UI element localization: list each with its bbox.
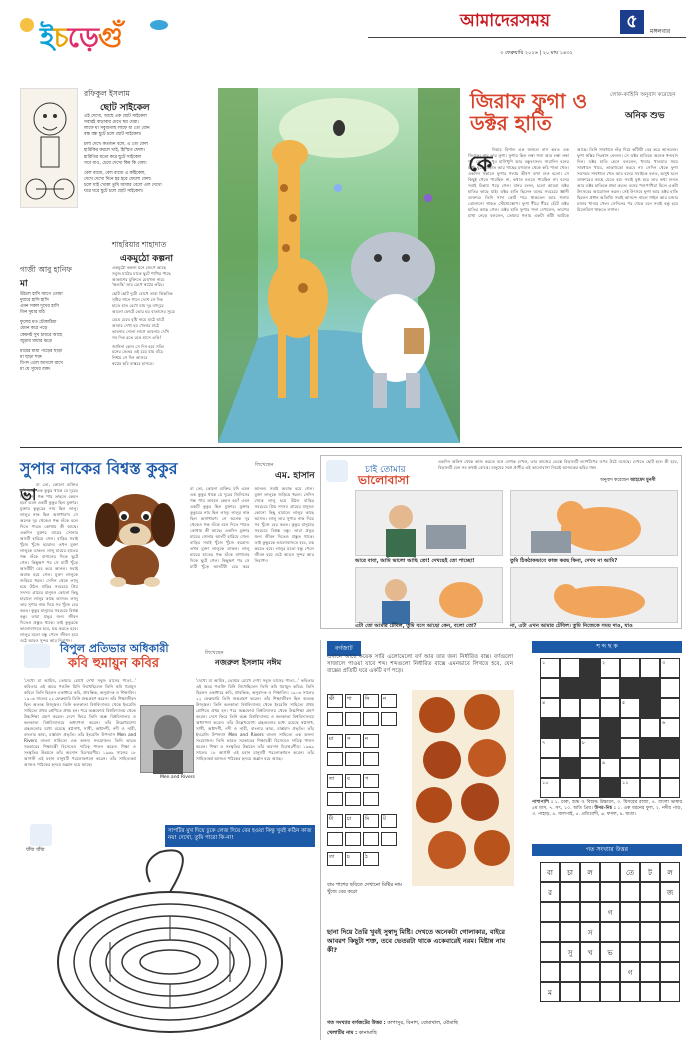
clue-label: পাশাপাশি : [532,800,553,805]
comic-panel-4 [510,567,678,623]
crossword-answer-cell [540,962,560,982]
crossword-cell[interactable] [620,758,640,778]
crossword-cell [640,678,660,698]
answer-cell[interactable] [345,752,361,766]
logo-letter: চ [53,21,68,54]
crossword-answer-cell [660,902,680,922]
crossword-cell[interactable] [620,658,640,678]
story1-byline-name: অনিক শুভ [625,111,665,121]
crossword-cell[interactable] [580,778,600,798]
crossword-label: শ ব্দ ছ ক [532,641,682,653]
crossword-cell[interactable]: ৭ [540,738,560,758]
crossword-cell[interactable] [660,778,680,798]
maze-label: ধাঁধা ধাঁধা [26,847,45,853]
answer-cell[interactable] [363,712,379,726]
letter-cell[interactable]: শা [345,694,361,708]
answer-cell[interactable] [363,832,379,846]
crossword-answer-cell [600,962,620,982]
crossword-cell[interactable]: ১০ [540,778,560,798]
crossword-answer-cell [620,922,640,942]
poem-line: মনের ভেতর এই রয়ে যায় বাঁচে [112,349,164,355]
crossword-cell[interactable]: ৯ [600,758,620,778]
crossword-answer-cell [600,862,620,882]
crossword-cell [640,738,660,758]
poem2-body [20,292,120,373]
story1-drop-cap: কে [468,152,493,177]
letter-cell[interactable]: প [363,774,379,788]
crossword-grid[interactable] [540,658,680,798]
crossword-answer-cell [580,982,600,1002]
comic-panel-2 [510,490,678,556]
poem-line: সবে যাও, চেয়ে দেখো কিম কি বেল। [84,160,147,166]
poem3-body [112,265,216,367]
sweets-photo-caption: বাম পাশের ছবিতে দেখানো মিষ্টির নাম খুঁজে বের করো [327,882,402,895]
logo-letter: ড় [67,21,98,54]
word-puzzle-instruction: এখানে আছে কয়েক সারি এলোমেলো বর্ণ আর তার জন্য নির্ধারিত বাক্স। বর্ণগুলো সাজালে পাওয়া যাবে শব্দ। শব্দগুলো নির্ধারিত বাক্সে এমনভাবে লিখতে হবে, যেন বাক্সের প্রতিটি ঘরে একটি বর্ণ পড়ে। [327,654,513,674]
logo-letter: গ [97,21,122,54]
crossword-cell[interactable] [580,718,600,738]
crossword-answer-cell [560,962,580,982]
crossword-cell[interactable] [640,758,660,778]
comic-caption-2: তুমি ঠিকঠাকভাবে কাজ করছ কিনা, দেখব না আমি? [510,558,618,564]
crossword-answer-cell [620,982,640,1002]
comic-title-bottom: ভালোবাসা [358,473,410,487]
crossword-answer-cell [660,962,680,982]
poem-line: সব দিক রঙে রঙে হাসে একি! [112,334,162,340]
poem-line: মেঘে মেঘে বৃষ্টি নামে মাঠে ঘাটে [112,317,165,323]
snake-maze[interactable] [50,832,320,1040]
article-body-col1: 'দেখো মা আমিষ, তোমার চোখে দেখা সবুজ ঘাসের পাতা...' কবিতার এই অমর পঙক্তি যিনি লিখেছিলেন তিনি কবি হুমায়ুন কবির। তিনি ছিলেন একাধারে কবি, প্রাবন্ধিক, অনুবাদক ও শিক্ষাবিদ। ১৯০৬ সালের ২২ ফেব্রুয়ারি তিনি জন্মগ্রহণ করেন। তাঁর শিক্ষাজীবন ছিল অত্যন্ত উজ্জ্বল। তিনি কলকাতা বিশ্ববিদ্যালয় থেকে ইংরেজি সাহিত্যে প্রথম শ্রেণিতে প্রথম হন। পরে অক্সফোর্ড বিশ্ববিদ্যালয় থেকে উচ্চশিক্ষা গ্রহণ করেন। দেশে ফিরে তিনি অন্ধ্র বিশ্ববিদ্যালয় ও কলকাতা বিশ্ববিদ্যালয়ে অধ্যাপনা করেন। তাঁর উল্লেখযোগ্য গ্রন্থগুলোর মধ্যে রয়েছে স্বপ্নসাধ, সাথী, অষ্টাদশী, নদী ও নারী, বাংলার কাব্য, মার্ক্সবাদ প্রভৃতি। তাঁর ইংরেজি উপন্যাস Men and Rivers বাংলা সাহিত্যে এক অনন্য সংযোজন। তিনি ভারত সরকারের শিক্ষামন্ত্রী হিসেবেও দায়িত্ব পালন করেন। শিক্ষা ও সংস্কৃতির উন্নয়নে তাঁর অবদান চিরস্মরণীয়। ১৯৬৯ সালের ১৮ আগস্ট এই মহান মানুষটি পরলোকগমন করেন। তাঁর সাহিত্যকর্ম আজও পাঠকের হৃদয়ে অম্লান হয়ে আছে। [24,678,136,767]
crossword-cell[interactable] [600,698,620,718]
poem-line: চলা দেখে কতজন বলে, এ তো ফেল [84,142,148,148]
credit-name: আহমেদ মুনসী [630,478,656,483]
poem-line: আলো ফোটে ভোর হয় বাতাসের সুরে। [112,308,176,314]
crossword-cell[interactable] [580,698,600,718]
crossword-clues [532,800,682,838]
crossword-answer-cell [620,942,640,962]
poem-line: দেখে দেখো দিনে হর হরে ফেলো ফেল। [84,176,152,182]
story2-title: সুপার নাকের বিশ্বস্ত কুকুর [20,459,178,478]
crossword-answer-cell: স [580,922,600,942]
letter-cell[interactable]: তা [327,852,343,866]
crossword-answer-cell: খ [580,942,600,962]
story2-byline-label: লিখেছেন [255,462,274,468]
crossword-answer-title: গত সংখ্যার উত্তর [532,844,682,856]
answer-cell[interactable] [327,752,343,766]
letter-cell[interactable]: ব [345,774,361,788]
answer-cell[interactable] [363,752,379,766]
credit-label: অনুবাদ করেছেন [600,478,629,483]
poem-line: ভাবনার দোলা লাগে ভাবনায় দেখি [112,328,169,334]
crossword-cell [600,778,620,798]
puzzle-icon [30,824,52,846]
crossword-answer-cell [660,982,680,1002]
poem2-author: গাজী আবু হানিফ [20,265,72,274]
crossword-answer-cell [580,962,600,982]
clue-label: উপর-নিচ : [594,806,616,812]
crossword-cell[interactable] [640,658,660,678]
crossword-answer-cell [600,922,620,942]
crossword-cell[interactable] [580,758,600,778]
poem-line: মায়ের মায়া পাড়ের ছাড়া [20,348,63,354]
answer-cell[interactable] [345,832,361,846]
clue-text: ১. চারু, শুদ্ধ ও বিশুদ্ধ উচ্চারণ, ৩. মিসরের রাজা, ৪. বাংলা ভাষার ৫ম মাস, ৭. সৎ, ১০. অতি প্রিয়। [532,800,682,812]
crossword-answer-cell [620,902,640,922]
cat-icon [326,460,348,482]
poem-line: হাতে হাত রেখে যায় দূর বহুদূরে [112,302,164,308]
poem-line: চলে যাই খোকা তুমি আবার বেলে এল দেখো [84,182,162,188]
crossword-answer-grid [540,862,680,1002]
crossword-cell[interactable]: ৩ [660,658,680,678]
comic-intro: একদিন অফিস থেকে কাজ করতে বসে লেখক দেখল, তার কাজের ডেস্কে বিড়ালটি ল্যাপটপের ওপর উঠে বসেছে। দেখতে ছোট হলে কী হবে, বিড়ালটি যেন সব কথাই বোঝে। মানুষের সঙ্গে প্রাণীর এই ভালোবাসা নিয়েই আজকের ছবির গল্প। [438,459,678,470]
article-section-icon [24,644,50,668]
brand-name: আমাদেরসময় [460,11,550,31]
article-body-col2: 'দেখো মা আমিষ, তোমার চোখে দেখা সবুজ ঘাসের পাতা...' কবিতার এই অমর পঙক্তি যিনি লিখেছিলেন তিনি কবি হুমায়ুন কবির। তিনি ছিলেন একাধারে কবি, প্রাবন্ধিক, অনুবাদক ও শিক্ষাবিদ। ১৯০৬ সালের ২২ ফেব্রুয়ারি তিনি জন্মগ্রহণ করেন। তাঁর শিক্ষাজীবন ছিল অত্যন্ত উজ্জ্বল। তিনি কলকাতা বিশ্ববিদ্যালয় থেকে ইংরেজি সাহিত্যে প্রথম শ্রেণিতে প্রথম হন। পরে অক্সফোর্ড বিশ্ববিদ্যালয় থেকে উচ্চশিক্ষা গ্রহণ করেন। দেশে ফিরে তিনি অন্ধ্র বিশ্ববিদ্যালয় ও কলকাতা বিশ্ববিদ্যালয়ে অধ্যাপনা করেন। তাঁর উল্লেখযোগ্য গ্রন্থগুলোর মধ্যে রয়েছে স্বপ্নসাধ, সাথী, অষ্টাদশী, নদী ও নারী, বাংলার কাব্য, মার্ক্সবাদ প্রভৃতি। তাঁর ইংরেজি উপন্যাস Men and Rivers বাংলা সাহিত্যে এক অনন্য সংযোজন। তিনি ভারত সরকারের শিক্ষামন্ত্রী হিসেবেও দায়িত্ব পালন করেন। শিক্ষা ও সংস্কৃতির উন্নয়নে তাঁর অবদান চিরস্মরণীয়। ১৯৬৯ সালের ১৮ আগস্ট এই মহান মানুষটি পরলোকগমন করেন। তাঁর সাহিত্যকর্ম আজও পাঠকের হৃদয়ে অম্লান হয়ে আছে। [196,678,314,761]
giraffe-elephant-illustration [218,88,460,443]
crossword-cell [560,678,580,698]
crossword-answer-cell [640,942,660,962]
poem-line: সবারই বাড়াবার মেথে ছয় ঘেরা। [84,120,139,126]
dog-illustration [80,480,190,590]
hint-label: খেলাটির নাম : [327,1030,358,1036]
letter-cell[interactable]: চ [345,852,361,866]
answer-cell[interactable] [345,712,361,726]
poem-line: সৃষ্টির গানে গানে দেখে সে দিক [112,296,163,302]
letter-cell[interactable]: মি [363,814,379,828]
weekday: মঙ্গলবার [650,28,671,35]
riddle: ছানা দিয়ে তৈরি খুবই সুস্বাদু মিষ্টি। দেখতে অনেকটা গোলাকার, বাইরে আবরণ কিছুটা শক্ত, তবে ভেতরটা থাকে একেবারেই নরম। মিষ্টান্ন নাম কী? [327,928,506,954]
crossword-answer-cell: ল [660,862,680,882]
letter-cell[interactable]: ন [363,734,379,748]
poem-line: জানিনা কোন সে দিন হবে সত্যি [112,343,165,349]
poem-line: তিন দুয়ার ধরি [20,310,45,316]
letter-cell[interactable]: চা [345,814,361,828]
letter-cell[interactable]: ন [381,694,397,708]
crossword-cell[interactable] [560,658,580,678]
answer-cell[interactable] [327,832,343,846]
poem-line: হারিতির মতো করে ছুটে সাইকেল [84,154,142,160]
page-number: ৫ [620,10,644,34]
crossword-cell [580,678,600,698]
crossword-cell[interactable] [640,718,660,738]
poem-line: জুড়ায় মায়ার ঝড়ে [20,338,52,344]
story2-body-col2: বা তো, কোনো ব্যক্তির যদি এমন এক কুকুর থাকে যে দূরের জিনিসের গন্ধ পায় তাহলে কেমন হয়? এমন একটি কুকুর ছিল মুক্তার। মুক্তার কুকুরের নাম ছিল লালু। লালুর নাক ছিল অসাধারণ। সে অনেক দূর থেকেও গন্ধ শুঁকে বলে দিতে পারত কোথায় কী আছে। একদিন মুক্তার মায়ের সোনার আংটি হারিয়ে গেল। বাড়ির সবাই খুঁজে খুঁজে হয়রান। তখন মুক্তা লালুকে ডাকল। লালু মায়ের হাতের গন্ধ শুঁকে বাগানের দিকে ছুটে গেল। কিছুক্ষণ পর সে মাটি খুঁড়ে আংটিটা বের করে আনল। সবাই অবাক হয়ে গেল। মুক্তা লালুকে জড়িয়ে ধরল। সেদিন থেকে লালু হয়ে উঠল বাড়ির সবচেয়ে প্রিয় সদস্য। গ্রামের মানুষও কোনো কিছু হারালে লালুর কাছে আসত। লালু তার সুপার নাক দিয়ে সব খুঁজে বের করত। কুকুর মানুষের সবচেয়ে বিশ্বস্ত বন্ধু। তারা প্রভুর জন্য জীবন দিতেও প্রস্তুত থাকে। তাই কুকুরকে ভালোবাসতে হবে, যত্ন করতে হবে। লালুর মতো বন্ধু পেলে জীবন হয়ে ওঠে আরও সুন্দর আর নিরাপদ। [190,486,314,569]
crossword-answer-cell [640,982,660,1002]
crossword-cell[interactable] [660,678,680,698]
poem-line: দুয়ারে হাসি হাসি [20,298,49,304]
crossword-answer-cell [660,942,680,962]
answer-cell[interactable] [327,792,343,806]
crossword-cell[interactable] [660,758,680,778]
crossword-answer-cell: ম [540,982,560,1002]
crossword-answer-cell [540,922,560,942]
poem-line: উঠলে হাসি জাগে তোমা [20,292,63,297]
crossword-answer-cell: র [540,882,560,902]
poem2-title: মা [20,279,28,289]
book-caption: Men and Rivers [160,775,195,780]
answer-cell[interactable] [327,712,343,726]
letter-cell[interactable]: মী [327,814,343,828]
issue-date: ৩ ফেব্রুয়ারি ২০২৬ | ২০ মাঘ ১৪৩২ [500,50,573,56]
divider [20,447,682,448]
crossword-cell[interactable] [620,738,640,758]
letter-cell[interactable]: মা [327,734,343,748]
crossword-cell [560,718,580,738]
crossword-cell[interactable] [600,678,620,698]
crossword-cell [640,698,660,718]
poem-line: মা ছাড়া শক্ত [20,354,42,360]
crossword-answer-cell [560,902,580,922]
boy-illustration [20,88,78,208]
section-logo [40,16,122,63]
poem-line: যেমন করে পড়ে [20,326,48,332]
poem-line: বিপদ এলে আগলে রাখে [20,360,63,366]
article-title-right: কবি হুমায়ুন কবির [68,656,160,671]
answer-cell[interactable] [345,792,361,806]
answer-value: কাপাসুর, বিনাশ, বোমাথাল, মৌমাছি [387,1020,459,1026]
crossword-answer-cell: বা [540,862,560,882]
crossword-answer-cell [560,882,580,902]
sweets-photo [412,690,514,886]
crossword-answer-cell [640,922,660,942]
poem-line: আকাশের মুক্তিতে মেঘখণ্ড নাচে [112,276,165,282]
crossword-cell[interactable]: ১১ [620,778,640,798]
sun-icon [20,18,34,32]
poem-line: বন্ধ বন্ধ ছুটে চলে ছোট সাইকেল। [84,132,142,138]
crossword-cell[interactable]: ৬ [660,718,680,738]
crossword-answer-cell: ট [640,862,660,882]
comic-title-top: চাই তোমার [365,465,406,475]
comic-caption-4: না, এটা এখন আমার টেবিল। তুমি নিজেকে সময় দাও, যাও [510,623,633,629]
poem-line: নিশ্চয় সে দিন আসবে [112,355,148,361]
letter-grid[interactable] [327,694,407,874]
crossword-answer-cell [640,902,660,922]
game-name [327,1030,527,1038]
crossword-cell[interactable]: ৪ [540,698,560,718]
crossword-answer-cell [620,882,640,902]
poem-line: এই দেখো, আছে এক ছোট সাইকেল [84,114,147,119]
comic-caption-3: এটা তো আমার টেবিল, তুমি বসে আছো কেন, বলো তো? [355,623,477,629]
bird-icon [150,20,168,30]
crossword-answer-cell [580,882,600,902]
crossword-answer-cell [660,922,680,942]
crossword-cell[interactable]: ৫ [620,698,640,718]
poem1-author: রফিকুল ইসলাম [84,89,130,98]
crossword-answer-cell: তে [620,862,640,882]
crossword-cell[interactable] [540,678,560,698]
crossword-cell[interactable] [640,778,660,798]
logo-letter: ই [40,21,54,54]
last-answer [327,1020,687,1028]
poem-line: সবুজ মাঠের মাঝে ছুটে পাখির পাছে [112,270,171,276]
story2-byline-name: এম. হাসান [275,471,315,481]
answer-cell[interactable] [381,712,397,726]
poem1-title: ছোট সাইকেল [100,103,150,113]
crossword-answer-cell [600,882,620,902]
poem-line: একমুঠো কল্পনা মনে জেগে আছে [112,265,167,270]
story1-body: নিয়ার বিশাল এক জঙ্গলে বাস করত এক জিরাফ। নাম তার ফুগা। ফুগার ছিল লম্বা গলা আর লম্বা লম্বা পা। সে ছিল খুব হাসিখুশি আর বন্ধুবৎসল। সারাদিন বনের মধ্যে ঘুরে বেড়াত আর গাছের মগডাল থেকে কচি পাতা খেত। একদিন সকালে ফুগার গলায় ভীষণ ব্যথা শুরু হলো। সে কিছুই খেতে পারছিল না, কথাও বলতে পারছিল না। বনের সবাই চিন্তায় পড়ে গেল। বানর বলল, চলো আমরা ডক্টর হাতির কাছে যাই। ডক্টর হাতি ছিলেন বনের সবচেয়ে জ্ঞানী ডাক্তার। তিনি সাদা কোট পরে থাকতেন আর গলায় ঝোলানো থাকত স্টেথোস্কোপ। ফুগা ধীরে ধীরে হেঁটে ডক্টর হাতির কাছে গেল। ডক্টর হাতি ফুগার গলা দেখলেন, তারপর মাথা নেড়ে বললেন, তোমার গলায় একটা কাঁটা আটকে আছে। তিনি সাবধানে শুঁড় দিয়ে কাঁটাটা বের করে আনলেন। ফুগা স্বস্তির নিঃশ্বাস ফেলল। সে ডক্টর হাতিকে অনেক ধন্যবাদ দিল। ডক্টর হাতি হেসে বললেন, খাবার খাওয়ার সময় সাবধানে খাবে, তাড়াহুড়ো করবে না। সেদিন থেকে ফুগা সবসময় সাবধানে খেত আর বনের সবাইকে বলত, অসুখ হলে ডাক্তারের কাছে যেতে হয়। সবাই মুগ্ধ হয়ে তার কথা শুনত আর ডক্টর হাতিকে শ্রদ্ধা করত। বনের পশুপাখিরা মিলে একটা উৎসবের আয়োজন করল। সেই উৎসবে ফুগা আর ডক্টর হাতি ছিলেন প্রধান অতিথি। সবাই আনন্দে নাচল গাইল আর মজার মজার খাবার খেল। সেদিনের পর থেকে বনে সবাই বন্ধু হয়ে মিলেমিশে থাকতে লাগল। [468,147,678,218]
crossword-answer-cell [540,942,560,962]
crossword-cell[interactable] [560,698,580,718]
word-puzzle-label: বর্গজাট [327,641,361,656]
hint-value: কানামাছি [358,1030,377,1036]
crossword-answer-cell: গ [620,962,640,982]
story2-drop-cap: ভা [20,485,37,504]
crossword-cell [540,718,560,738]
letter-cell[interactable]: স [345,734,361,748]
poem-line: এমন সকল দুখের হাসি [20,304,59,310]
poem-line: 'ক্ষতস্থি' তার রেখে স্বপ্নের কাঁচে। [112,282,165,288]
crossword-cell[interactable]: ১ [540,658,560,678]
crossword-cell[interactable] [540,758,560,778]
answer-cell[interactable] [363,792,379,806]
crossword-cell[interactable] [560,778,580,798]
clue-text: ১. এক ধরনের ফুল, ২. নদীর পাড়, ৩. পাহাড়, ৪. জলপাই, ৫. প্রতিবেশী, ৬. ফসল, ৯. যাত্রা। [532,806,682,818]
answer-label: গত সংখ্যার বর্গজটের উত্তর : [327,1020,386,1026]
crossword-answer-cell [600,982,620,1002]
poem3-author: শাহরিয়ার শাহাদাত [112,240,167,249]
poem-line: আবার দেখা হয় খেলার মাঠে [112,323,160,329]
poem-line: স্বপ্নের ছবি বাস্তবে হাসবে। [112,360,154,366]
poet-portrait [140,705,194,773]
crossword-answer-cell [560,982,580,1002]
article-byline-name: নজরুল ইসলাম নঈম [215,658,282,667]
crossword-cell [580,658,600,678]
poem3-title: একমুঠো কল্পনা [120,254,174,264]
crossword-cell [660,738,680,758]
crossword-cell [560,758,580,778]
crossword-cell [600,738,620,758]
letter-cell[interactable]: ঠ [363,852,379,866]
article-byline-label: লিখেছেন [205,650,224,656]
comic-panel-3 [355,567,503,623]
poem-line: ফুলের মত চৌকাঠিয়া [20,320,57,326]
crossword-answer-cell: সু [560,942,580,962]
crossword-cell[interactable] [660,698,680,718]
poem-line: ঘরে ঘরে ছুটে চলে ছোট সাইকেল। [84,189,144,195]
crossword-cell [600,718,620,738]
maze-instruction: সাপটির মুখ দিয়ে ঢুকে লেজ দিয়ে বের হওয়া কিন্তু খুবই কঠিন কাজ নয়! দেখো, তুমি পারো কি-না! [165,825,315,847]
answer-cell[interactable] [381,832,397,846]
poem-line: বেল বাজে, বেল বাজে এ কাঁইকেল, [84,170,146,176]
poem-line: মা যে সুখের বক্ত। [20,367,51,373]
poem-line: লাফে যা সবুজগাছ লাফে যা তো বোন [84,126,150,132]
poem1-body [84,114,214,195]
crossword-cell [620,678,640,698]
crossword-answer-cell [580,902,600,922]
story1-byline-label: লোক-কাহিনি অনুবাদ করেছেন [610,92,676,98]
crossword-answer-cell [640,962,660,982]
comic-credit [600,477,656,484]
crossword-cell[interactable] [560,738,580,758]
crossword-answer-cell: জ [660,882,680,902]
crossword-answer-cell [560,922,580,942]
comic-panel-1 [355,490,503,556]
poem-line: হারিকির করলে খাই, হিস্মিত ফেলা। [84,148,146,154]
letter-cell[interactable]: ক্ষী [327,694,343,708]
crossword-answer-cell: ল [580,862,600,882]
comic-caption-1: আরে বাবা, আমি ভালো আছি তো! দেখছেই তো পাচ্ছো! [355,558,475,564]
story2-body-col1: বা তো, কোনো ব্যক্তির যদি এমন এক কুকুর থাকে যে দূরের জিনিসের গন্ধ পায় তাহলে কেমন হয়? এমন একটি কুকুর ছিল মুক্তার। মুক্তার কুকুরের নাম ছিল লালু। লালুর নাক ছিল অসাধারণ। সে অনেক দূর থেকেও গন্ধ শুঁকে বলে দিতে পারত কোথায় কী আছে। একদিন মুক্তার মায়ের সোনার আংটি হারিয়ে গেল। বাড়ির সবাই খুঁজে খুঁজে হয়রান। তখন মুক্তা লালুকে ডাকল। লালু মায়ের হাতের গন্ধ শুঁকে বাগানের দিকে ছুটে গেল। কিছুক্ষণ পর সে মাটি খুঁড়ে আংটিটা বের করে আনল। সবাই অবাক হয়ে গেল। মুক্তা লালুকে জড়িয়ে ধরল। সেদিন থেকে লালু হয়ে উঠল বাড়ির সবচেয়ে প্রিয় সদস্য। গ্রামের মানুষও কোনো কিছু হারালে লালুর কাছে আসত। লালু তার সুপার নাক দিয়ে সব খুঁজে বের করত। কুকুর মানুষের সবচেয়ে বিশ্বস্ত বন্ধু। তারা প্রভুর জন্য জীবন দিতেও প্রস্তুত থাকে। তাই কুকুরকে ভালোবাসতে হবে, যত্ন করতে হবে। লালুর মতো বন্ধু পেলে জীবন হয়ে ওঠে আরও সুন্দর আর নিরাপদ। [20,482,78,643]
crossword-answer-cell [540,902,560,922]
story1-title: জিরাফ ফুগা ও ডক্টর হাতি [470,89,588,135]
crossword-answer-cell: ভ [600,942,620,962]
crossword-answer-cell: চা [560,862,580,882]
crossword-answer-cell: গ [600,902,620,922]
poem-line: ছোট ছোট দুটো চোখে তারা ঝিকমিক [112,291,173,297]
letter-cell[interactable]: লা [327,774,343,788]
crossword-answer-cell [640,882,660,902]
crossword-cell[interactable]: ২ [600,658,620,678]
letter-cell[interactable]: ট [381,814,397,828]
crossword-cell[interactable] [620,718,640,738]
letter-cell[interactable]: নি [363,694,379,708]
article-title-left: বিপুল প্রতিভার অধিকারী [60,642,169,655]
crossword-cell[interactable]: ৮ [580,738,600,758]
poem-line: কেমনই সুখ চায়রে আছে [20,332,63,338]
